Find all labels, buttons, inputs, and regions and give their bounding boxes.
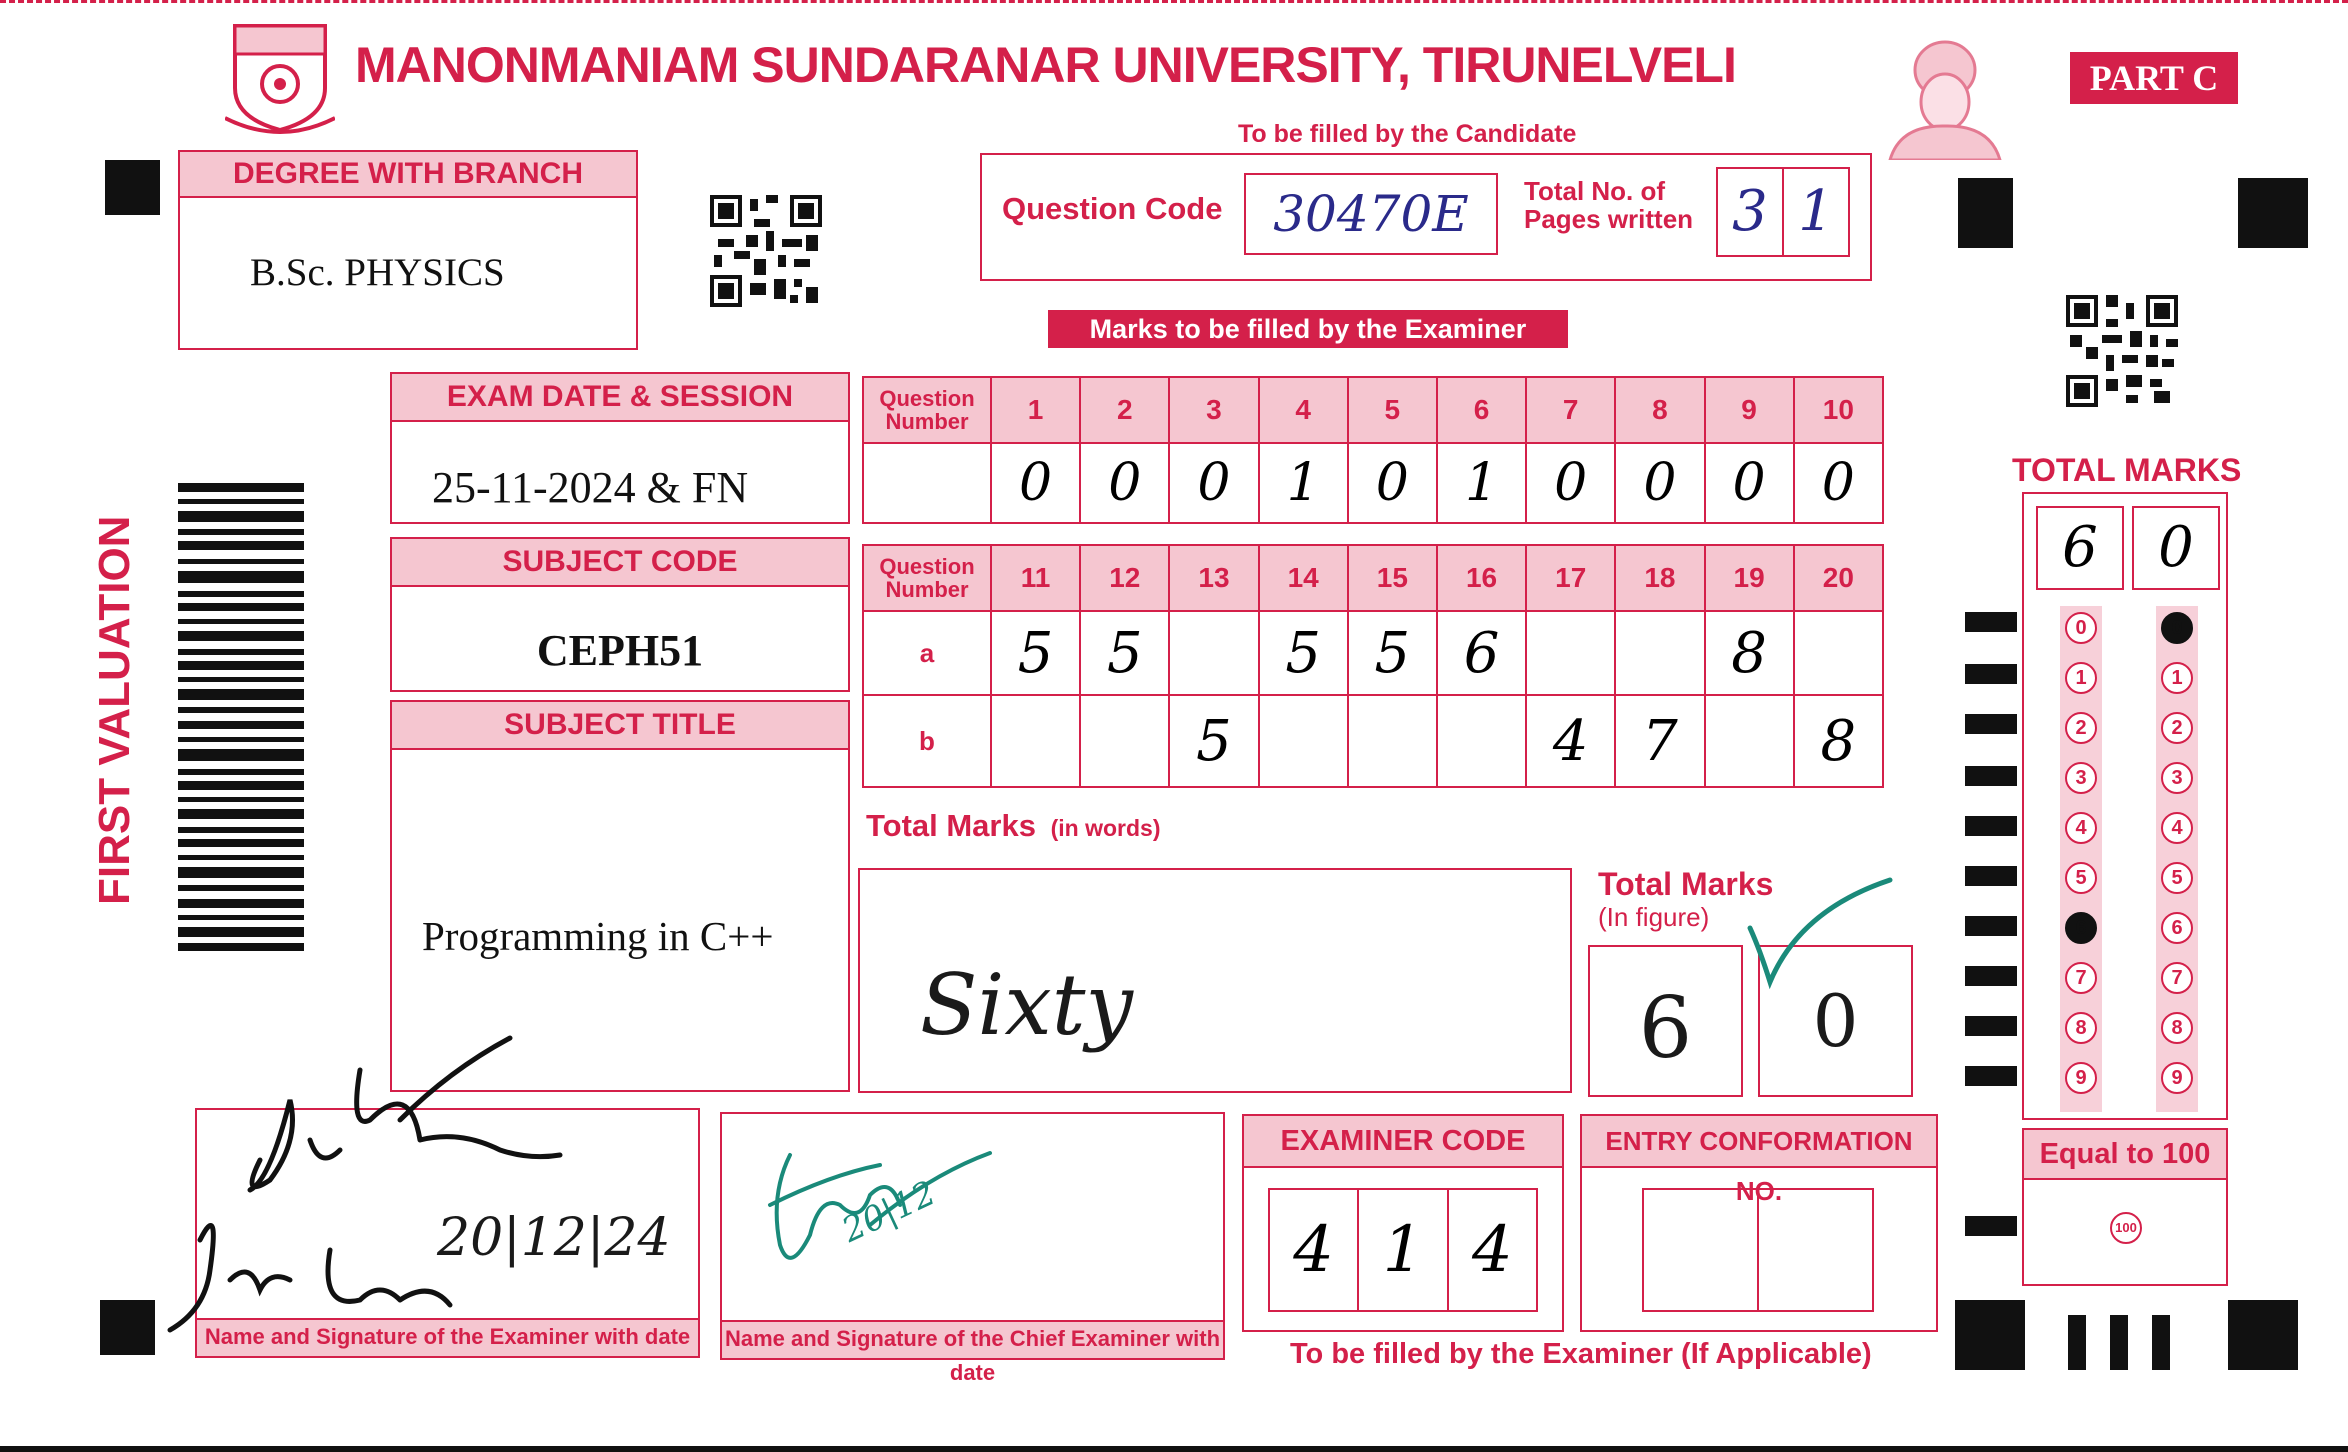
- entry-confirmation-label: ENTRY CONFORMATION NO.: [1582, 1116, 1936, 1168]
- subject-title-value: Programming in C++: [422, 913, 774, 959]
- score-bubble-3[interactable]: 3: [2065, 762, 2097, 794]
- mark-cell[interactable]: 4: [1526, 695, 1615, 787]
- timing-mark: [1965, 714, 2017, 734]
- score-bubble-2[interactable]: 2: [2161, 712, 2193, 744]
- qn-cell: 6: [1437, 377, 1526, 443]
- mark-cell[interactable]: [1348, 695, 1437, 787]
- first-valuation-label: FIRST VALUATION: [90, 515, 139, 905]
- qn-cell: 2: [1080, 377, 1169, 443]
- mark-cell[interactable]: 0: [1080, 443, 1169, 523]
- part-badge: PART C: [2070, 52, 2238, 104]
- total-figure-digit-1[interactable]: [1588, 945, 1743, 1097]
- total-figure-sub: (In figure): [1598, 902, 1710, 932]
- mark-cell[interactable]: 0: [1705, 443, 1794, 523]
- equal-100-box: [2022, 1128, 2228, 1286]
- timing-mark: [1965, 1066, 2017, 1086]
- qn-cell: 8: [1615, 377, 1704, 443]
- registration-mark: [105, 160, 160, 215]
- subject-title-label: SUBJECT TITLE: [392, 702, 848, 750]
- qn-cell: 20: [1794, 545, 1883, 611]
- bottom-edge: [0, 1446, 2348, 1452]
- total-words-label: [866, 808, 1161, 844]
- mark-cell[interactable]: [1080, 695, 1169, 787]
- total-marks-side-digit-2[interactable]: [2132, 506, 2220, 590]
- pages-written-label: Total No. of Pages written: [1524, 176, 1694, 234]
- bubble-100[interactable]: 100: [2110, 1212, 2142, 1244]
- mark-cell[interactable]: 0: [1348, 443, 1437, 523]
- total-marks-side-digit-1[interactable]: [2036, 506, 2124, 590]
- score-bubble-0[interactable]: 0: [2161, 612, 2193, 644]
- mark-cell[interactable]: [991, 695, 1080, 787]
- mark-cell[interactable]: 0: [991, 443, 1080, 523]
- qn-cell: 14: [1259, 545, 1348, 611]
- total-words-label-text: Total Marks: [866, 808, 1036, 843]
- qr-code: [2066, 295, 2178, 407]
- timing-mark: [1965, 1216, 2017, 1236]
- score-bubble-9[interactable]: 9: [2065, 1062, 2097, 1094]
- timing-mark: [1965, 612, 2017, 632]
- subject-code-box: [390, 537, 850, 692]
- score-bubble-7[interactable]: 7: [2065, 962, 2097, 994]
- qn-cell: 9: [1705, 377, 1794, 443]
- examiner-code-digit: 4: [1471, 1213, 1513, 1287]
- score-bubble-1[interactable]: 1: [2065, 662, 2097, 694]
- marks-table-q1-10: [862, 376, 1884, 524]
- qr-code: [710, 195, 822, 307]
- score-bubble-4[interactable]: 4: [2161, 812, 2193, 844]
- mark-cell[interactable]: 7: [1615, 695, 1704, 787]
- score-bubble-6[interactable]: 6: [2065, 912, 2097, 944]
- entry-confirmation-cell: [1644, 1190, 1759, 1310]
- pages-digit-2-value: 1: [1798, 179, 1834, 244]
- score-bubble-0[interactable]: 0: [2065, 612, 2097, 644]
- mark-cell[interactable]: [1794, 611, 1883, 695]
- mark-cell[interactable]: 5: [1169, 695, 1258, 787]
- founder-portrait: [1880, 30, 2010, 160]
- score-bubble-1[interactable]: 1: [2161, 662, 2193, 694]
- total-figure-label: Total Marks: [1598, 866, 1774, 902]
- score-bubble-2[interactable]: 2: [2065, 712, 2097, 744]
- mark-cell[interactable]: 5: [1259, 611, 1348, 695]
- pages-digit-1-value: 3: [1732, 179, 1768, 244]
- examiner-code-box: [1242, 1114, 1564, 1332]
- qn-cell: 3: [1169, 377, 1258, 443]
- pages-digit-2[interactable]: [1782, 167, 1850, 257]
- candidate-note: To be filled by the Candidate: [1238, 120, 1577, 148]
- mark-cell[interactable]: 5: [1080, 611, 1169, 695]
- timing-mark: [1965, 1016, 2017, 1036]
- timing-mark: [1965, 916, 2017, 936]
- score-bubble-8[interactable]: 8: [2065, 1012, 2097, 1044]
- total-words-field[interactable]: [858, 868, 1572, 1093]
- total-words-sub: (in words): [1050, 815, 1161, 841]
- mark-cell[interactable]: 5: [1348, 611, 1437, 695]
- registration-mark: [2110, 1315, 2128, 1370]
- total-marks-side-panel: [2022, 492, 2228, 1120]
- mark-cell[interactable]: 0: [1169, 443, 1258, 523]
- mark-cell[interactable]: [1705, 695, 1794, 787]
- total-words-value: Sixty: [920, 956, 1133, 1054]
- equal-100-label: Equal to 100: [2024, 1130, 2226, 1180]
- mark-cell[interactable]: 0: [1526, 443, 1615, 523]
- examiner-code-digits[interactable]: [1268, 1188, 1538, 1312]
- qn-header: Question Number: [863, 377, 991, 443]
- question-code-field[interactable]: [1244, 173, 1498, 255]
- qn-cell: 5: [1348, 377, 1437, 443]
- top-dash-border: [0, 0, 2348, 9]
- exam-date-value: 25-11-2024 & FN: [432, 463, 749, 512]
- registration-mark: [2228, 1300, 2298, 1370]
- exam-date-label: EXAM DATE & SESSION: [392, 374, 848, 422]
- pages-digit-1[interactable]: [1716, 167, 1784, 257]
- score-bubble-8[interactable]: 8: [2161, 1012, 2193, 1044]
- row-b-label: b: [863, 695, 991, 787]
- examiner-code-digit: 1: [1359, 1190, 1448, 1310]
- mark-cell[interactable]: 6: [1437, 611, 1526, 695]
- entry-confirmation-field[interactable]: [1642, 1188, 1874, 1312]
- examiner-signature-label: Name and Signature of the Examiner with date: [197, 1318, 698, 1356]
- mark-cell[interactable]: 5: [991, 611, 1080, 695]
- examiner-code-digit: 4: [1270, 1190, 1359, 1310]
- timing-mark: [1965, 966, 2017, 986]
- mark-cell[interactable]: 8: [1705, 611, 1794, 695]
- score-bubble-5[interactable]: 5: [2161, 862, 2193, 894]
- entry-confirmation-box: [1580, 1114, 1938, 1332]
- candidate-box: [980, 153, 1872, 281]
- score-bubble-5[interactable]: 5: [2065, 862, 2097, 894]
- mark-cell[interactable]: [1259, 695, 1348, 787]
- score-bubble-4[interactable]: 4: [2065, 812, 2097, 844]
- qn-cell: 15: [1348, 545, 1437, 611]
- registration-mark: [2152, 1315, 2170, 1370]
- qn-cell: 13: [1169, 545, 1258, 611]
- registration-mark: [1958, 178, 2013, 248]
- subject-code-value: CEPH51: [536, 626, 704, 675]
- qn-cell: 12: [1080, 545, 1169, 611]
- mark-cell[interactable]: 1: [1437, 443, 1526, 523]
- qn-cell: 7: [1526, 377, 1615, 443]
- qn-cell: 1: [991, 377, 1080, 443]
- score-bubble-6[interactable]: 6: [2161, 912, 2193, 944]
- examiner-signature-scribble: [160, 1030, 700, 1340]
- mark-cell[interactable]: [1169, 611, 1258, 695]
- examiner-footer-note: To be filled by the Examiner (If Applicable): [1290, 1338, 1872, 1370]
- total-marks-side-label: TOTAL MARKS: [2012, 452, 2242, 488]
- university-crest-logo: [225, 18, 335, 138]
- examiner-marks-banner: Marks to be filled by the Examiner: [1048, 310, 1568, 348]
- row-a-label: a: [863, 611, 991, 695]
- mark-cell[interactable]: [1526, 611, 1615, 695]
- verification-tick: [1740, 870, 1900, 990]
- mark-row-label: [863, 443, 991, 523]
- timing-mark: [1965, 816, 2017, 836]
- chief-examiner-signature-label: Name and Signature of the Chief Examiner with date: [722, 1320, 1223, 1358]
- registration-mark: [2238, 178, 2308, 248]
- entry-confirmation-cell: [1759, 1190, 1872, 1310]
- chief-examiner-signature-scribble: [750, 1135, 1010, 1285]
- exam-date-box: [390, 372, 850, 524]
- registration-mark: [1955, 1300, 2025, 1370]
- examiner-code-label: EXAMINER CODE: [1244, 1116, 1562, 1168]
- qn-cell: 16: [1437, 545, 1526, 611]
- marks-table-q11-20: [862, 544, 1884, 788]
- mark-cell[interactable]: 8: [1794, 695, 1883, 787]
- university-title: MANONMANIAM SUNDARANAR UNIVERSITY, TIRUNELVELI: [355, 37, 1736, 93]
- total-marks-side-digit-2-value: 0: [2158, 515, 2194, 580]
- subject-code-label: SUBJECT CODE: [392, 539, 848, 587]
- score-bubble-9[interactable]: 9: [2161, 1062, 2193, 1094]
- mark-cell[interactable]: [1615, 611, 1704, 695]
- registration-mark: [2068, 1315, 2086, 1370]
- qn-header: Question Number: [863, 545, 991, 611]
- qn-cell: 4: [1259, 377, 1348, 443]
- chief-examiner-signature-date: 20|12: [836, 1173, 942, 1251]
- mark-cell[interactable]: 0: [1794, 443, 1883, 523]
- total-figure-digit-2-value: 0: [1812, 979, 1859, 1063]
- qn-cell: 18: [1615, 545, 1704, 611]
- examiner-signature-date: 20|12|24: [437, 1208, 671, 1268]
- question-code-value: 30470E: [1273, 185, 1469, 243]
- mark-cell[interactable]: 0: [1615, 443, 1704, 523]
- mark-cell[interactable]: [1437, 695, 1526, 787]
- degree-value: B.Sc. PHYSICS: [250, 251, 505, 294]
- qn-cell: 11: [991, 545, 1080, 611]
- score-bubble-7[interactable]: 7: [2161, 962, 2193, 994]
- registration-mark: [100, 1300, 155, 1355]
- total-figure-digit-1-value: 6: [1638, 979, 1693, 1077]
- mark-cell[interactable]: 1: [1259, 443, 1348, 523]
- score-bubble-3[interactable]: 3: [2161, 762, 2193, 794]
- qn-cell: 17: [1526, 545, 1615, 611]
- timing-mark: [1965, 866, 2017, 886]
- total-marks-side-digit-1-value: 6: [2062, 515, 2098, 580]
- degree-label: DEGREE WITH BRANCH: [180, 152, 636, 198]
- qn-cell: 19: [1705, 545, 1794, 611]
- qn-cell: 10: [1794, 377, 1883, 443]
- question-code-label: Question Code: [1002, 191, 1223, 226]
- barcode: [178, 483, 304, 953]
- timing-mark: [1965, 664, 2017, 684]
- timing-mark: [1965, 766, 2017, 786]
- degree-box: [178, 150, 638, 350]
